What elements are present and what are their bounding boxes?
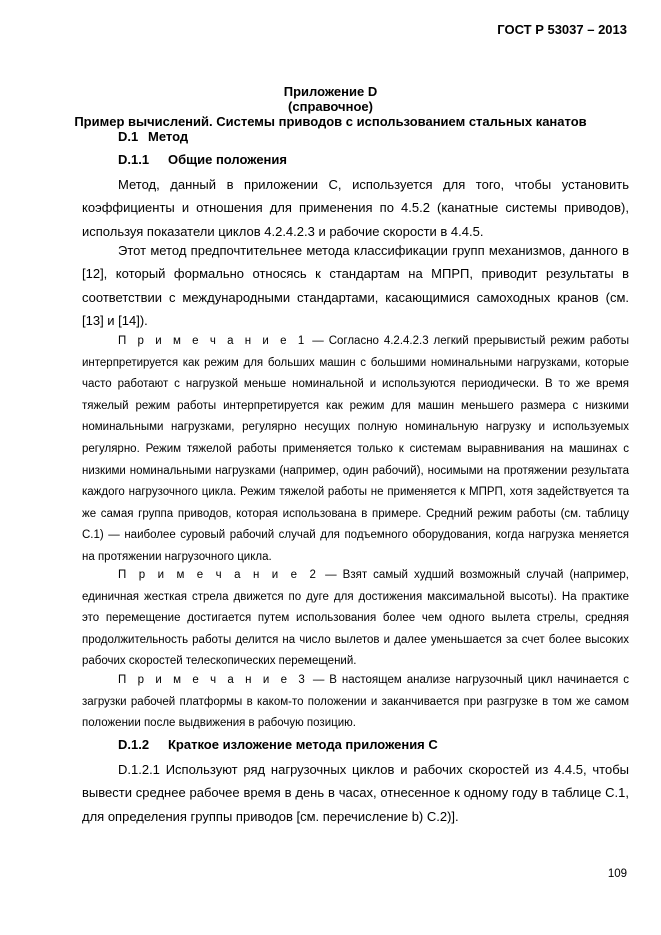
appendix-title: Приложение D xyxy=(283,84,378,99)
note-text: — В настоящем анализе нагрузочный цикл начинается с загрузки рабочей платформы в каком-то положении и заканчивается при разгрузке в том же самом положении после выдвижения в рабочую позицию. xyxy=(82,674,629,730)
appendix-subtitle: (справочное) xyxy=(288,99,373,114)
section-title: Общие положения xyxy=(168,152,287,167)
note-text: — Взят самый худший возможный случай (например, единичная жесткая стрела движется по дуге для достижения максимальной высоты). На практике это перемещение достигается путем использования более чем одного вылета стрелы, средняя продолжительность работы делится на число вылетов и далее уменьшается за счет более высоких рабочих скоростей телескопических перемещений. xyxy=(82,569,629,668)
section-title: Метод xyxy=(148,129,189,144)
paragraph-1: Метод, данный в приложении С, используется для того, чтобы установить коэффициенты и отношения для применения по 4.5.2 (канатные системы приводов), используя показатели циклов 4.2.4.2.3 и рабочие скорости в 4.4.5. xyxy=(82,177,629,239)
note-label: П р и м е ч а н и е 2 xyxy=(118,569,320,581)
note-1 xyxy=(82,331,629,569)
page-number: 109 xyxy=(607,868,627,880)
section-number: D.1 xyxy=(118,129,139,144)
appendix-name: Пример вычислений. Системы приводов с использованием стальных канатов xyxy=(74,114,587,129)
section-heading-d1 xyxy=(118,129,188,144)
section-heading-d12 xyxy=(118,737,438,752)
note-3 xyxy=(82,670,629,735)
section-number: D.1.2 xyxy=(118,737,150,752)
document-header: ГОСТ Р 53037 – 2013 xyxy=(497,22,627,37)
note-text: — Согласно 4.2.4.2.3 легкий прерывистый режим работы интерпретируется как режим для больших машин с большими номинальными нагрузками, которые часто работают с нагрузкой меньше номинальной и используются периодически. В то же время тяжелый режим работы интерпретируется как режим для машин меньшего размера с низкими номинальными нагрузками, регулярно несущих полную номинальную нагрузку и используемых регулярно. Режим тяжелой работы применяется только к системам выравнивания на машинах с низкими номинальными нагрузками (например, один рабочий), носимыми на протяжении результата каждого нагрузочного цикла. Режим тяжелой работы не применяется к МПРП, хотя задействуется та же самая группа приводов, которая использована в примере. Средний режим работы (см. таблицу С.1) — наиболее суровый рабочий случай для подъемного оборудования, когда нагрузка меняется на протяжении нагрузочного цикла. xyxy=(82,335,629,563)
section-heading-d11 xyxy=(118,152,287,167)
note-label: П р и м е ч а н и е 1 xyxy=(118,335,308,347)
paragraph-2: Этот метод предпочтительнее метода классификации групп механизмов, данного в [12], который формально относясь к стандартам на МПРП, приводит результаты в соответствии с международными стандартами, касающимися самоходных кранов (см. [13] и [14]). xyxy=(82,243,629,328)
section-number: D.1.1 xyxy=(118,152,150,167)
note-2 xyxy=(82,565,629,673)
section-title: Краткое изложение метода приложения С xyxy=(168,737,438,752)
paragraph-3: D.1.2.1 Используют ряд нагрузочных циклов и рабочих скоростей из 4.4.5, чтобы вывести среднее рабочее время в день в часах, отнесенное к одному году в таблице С.1, для определения группы приводов [см. перечисление b) С.2)]. xyxy=(82,762,629,824)
note-label: П р и м е ч а н и е 3 xyxy=(118,674,308,686)
